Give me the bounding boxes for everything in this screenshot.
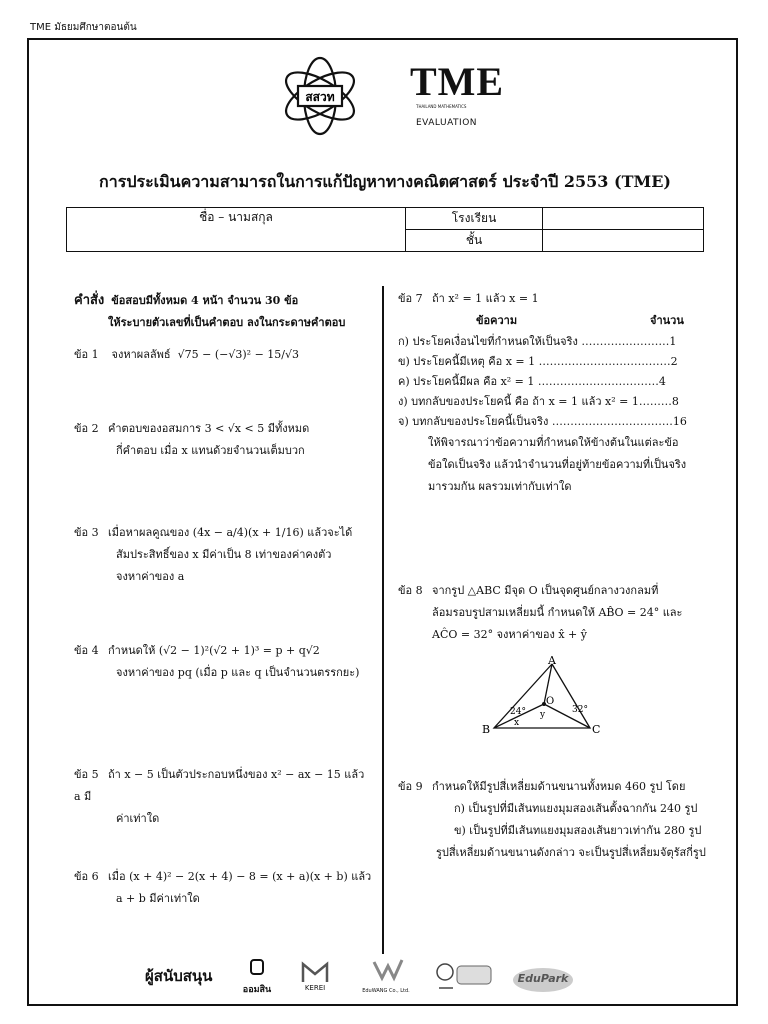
question-number: ข้อ 3	[74, 526, 99, 539]
vertex-label-b: B	[482, 723, 491, 736]
question-number: ข้อ 6	[74, 870, 99, 883]
kerei-logo-icon	[301, 960, 329, 984]
sponsors-label: ผู้สนับสนุน	[145, 967, 213, 985]
edupark-logo-text: EduPark	[517, 972, 569, 985]
kerei-logo-text: KEREI	[304, 984, 326, 992]
statement-item: จ) บทกลับของประโยคนี้เป็นจริง ……………………………16	[398, 415, 687, 428]
question-line: เมื่อ (x + 4)² − 2(x + 4) − 8 = (x + a)(x + b) แล้ว	[108, 870, 372, 883]
question-line: คำตอบของอสมการ 3 < √x < 5 มีทั้งหมด	[108, 422, 310, 435]
question-line: มารวมกัน ผลรวมเท่ากับเท่าใด	[428, 480, 572, 493]
name-label: ชื่อ – นามสกุล	[199, 210, 273, 224]
eduwang-logo	[357, 956, 415, 996]
question-line: ล้อมรอบรูปสามเหลี่ยมนี้ กำหนดให้ AB̂O = 24° และ	[432, 606, 683, 619]
question-number: ข้อ 8	[398, 584, 423, 597]
angle-label-32: 32°	[572, 705, 588, 715]
question-line: ก) เป็นรูปที่มีเส้นทแยงมุมสองเส้นตั้งฉากกัน 240 รูป	[454, 802, 698, 815]
number-column-header: จำนวน	[650, 314, 684, 327]
statement-list	[398, 332, 708, 432]
student-info-table	[66, 207, 704, 252]
question-line: กำหนดให้มีรูปสี่เหลี่ยมด้านขนานทั้งหมด 460 รูป โดย	[432, 780, 686, 793]
eduwang-logo-icon	[366, 956, 406, 984]
question-5	[74, 764, 374, 830]
logo-area	[280, 54, 505, 136]
question-7	[398, 288, 708, 498]
question-2	[74, 418, 374, 462]
gsb-logo-text: ออมสิน	[242, 985, 272, 995]
question-8	[398, 580, 708, 646]
question-line: จากรูป △ABC มีจุด O เป็นจุดศูนย์กลางวงกลมที่	[432, 584, 659, 597]
question-1	[74, 344, 374, 366]
page-title: การประเมินความสามารถในการแก้ปัญหาทางคณิตศาสตร์ ประจำปี 2553 (TME)	[99, 172, 671, 191]
gsb-logo	[237, 958, 277, 994]
instructions-line1: ข้อสอบมีทั้งหมด 4 หน้า จำนวน 30 ข้อ	[111, 294, 299, 307]
question-9	[398, 776, 718, 864]
instructions-line2: ให้ระบายตัวเลขที่เป็นคำตอบ ลงในกระดาษคำตอบ	[108, 316, 346, 329]
question-line: สัมประสิทธิ์ของ x มีค่าเป็น 8 เท่าของค่าคงตัว	[116, 548, 332, 561]
question-number: ข้อ 1	[74, 348, 99, 361]
class-field[interactable]	[543, 230, 704, 252]
question-line: ค่าเท่าใด	[116, 812, 160, 825]
question-line: ให้พิจารณาว่าข้อความที่กำหนดให้ข้างต้นในแต่ละข้อ	[428, 436, 679, 449]
statement-column-header: ข้อความ	[476, 314, 518, 327]
question-line: กำหนดให้ (√2 − 1)²(√2 + 1)³ = p + q√2	[108, 644, 320, 657]
question-line: รูปสี่เหลี่ยมด้านขนานดังกล่าว จะเป็นรูปสี่เหลี่ยมจัตุรัสกี่รูป	[436, 846, 706, 859]
tme-logo-evaluation: EVALUATION	[416, 118, 478, 128]
angle-label-y: y	[540, 710, 546, 720]
gsb-logo-icon	[245, 958, 269, 978]
ipst-logo-text: สสวท	[305, 90, 335, 104]
question-line: จงหาค่าของ pq (เมื่อ p และ q เป็นจำนวนตรรกยะ)	[116, 666, 360, 679]
tme-logo-text: TME	[410, 59, 505, 104]
question-number: ข้อ 9	[398, 780, 423, 793]
instructions	[74, 290, 374, 334]
class-label: ชั้น	[406, 230, 543, 252]
question-line: AĈO = 32° จงหาค่าของ x̂ + ŷ	[432, 628, 587, 641]
instructions-head: คำสั่ง	[74, 293, 105, 308]
statement-item: ข) ประโยคนี้มีเหตุ คือ x = 1 ………………………………2	[398, 355, 678, 368]
column-divider	[382, 286, 384, 954]
question-line: ถ้า x − 5 เป็นตัวประกอบหนึ่งของ x² − ax − 15 แล้ว a มี	[74, 768, 365, 803]
statement-item: ก) ประโยคเงื่อนไขที่กำหนดให้เป็นจริง ……………………1	[398, 335, 677, 348]
kerei-logo	[295, 960, 335, 996]
school-field[interactable]	[543, 208, 704, 230]
vertex-label-c: C	[592, 723, 601, 736]
angle-label-x: x	[514, 718, 520, 728]
triangle-figure	[478, 654, 608, 738]
question-line: กี่คำตอบ เมื่อ x แทนด้วยจำนวนเต็มบวก	[116, 444, 305, 457]
angle-label-24: 24°	[510, 707, 526, 717]
question-number: ข้อ 5	[74, 768, 99, 781]
vertex-label-a: A	[548, 654, 556, 667]
statement-item: ค) ประโยคนี้มีผล คือ x² = 1 ……………………………4	[398, 375, 666, 388]
question-3	[74, 522, 374, 588]
question-line: ถ้า x² = 1 แล้ว x = 1	[432, 292, 539, 305]
question-4	[74, 640, 374, 684]
sponsors-bar	[145, 956, 705, 998]
cartoon-sponsor-logo	[431, 960, 495, 994]
cartoon-sponsor-icon	[431, 960, 495, 994]
question-line: ข้อใดเป็นจริง แล้วนำจำนวนที่อยู่ท้ายข้อความที่เป็นจริง	[428, 458, 687, 471]
question-text: จงหาผลลัพธ์	[111, 348, 171, 361]
eduwang-logo-text: EduWANG Co., Ltd.	[362, 988, 410, 994]
edupark-logo	[511, 960, 575, 994]
statement-item: ง) บทกลับของประโยคนี้ คือ ถ้า x = 1 แล้ว x² = 1………8	[398, 395, 679, 408]
center-label-o: O	[546, 696, 555, 707]
question-line: เมื่อหาผลคูณของ (4x − a/4)(x + 1/16) แล้วจะได้	[108, 526, 353, 539]
question-6	[74, 866, 374, 910]
question-line: a + b มีค่าเท่าใด	[116, 892, 200, 905]
question-number: ข้อ 2	[74, 422, 99, 435]
question-expression: √75 − (−√3)² − 15/√3	[177, 348, 299, 361]
question-number: ข้อ 7	[398, 292, 423, 305]
question-number: ข้อ 4	[74, 644, 99, 657]
question-line: ข) เป็นรูปที่มีเส้นทแยงมุมสองเส้นยาวเท่ากัน 280 รูป	[454, 824, 702, 837]
tme-logo-subtext: THAILAND MATHEMATICS	[416, 104, 467, 109]
name-cell[interactable]	[67, 208, 406, 252]
question-line: จงหาค่าของ a	[116, 570, 185, 583]
page-header-tag: TME มัธยมศึกษาตอนต้น	[30, 22, 137, 33]
school-label: โรงเรียน	[406, 208, 543, 230]
